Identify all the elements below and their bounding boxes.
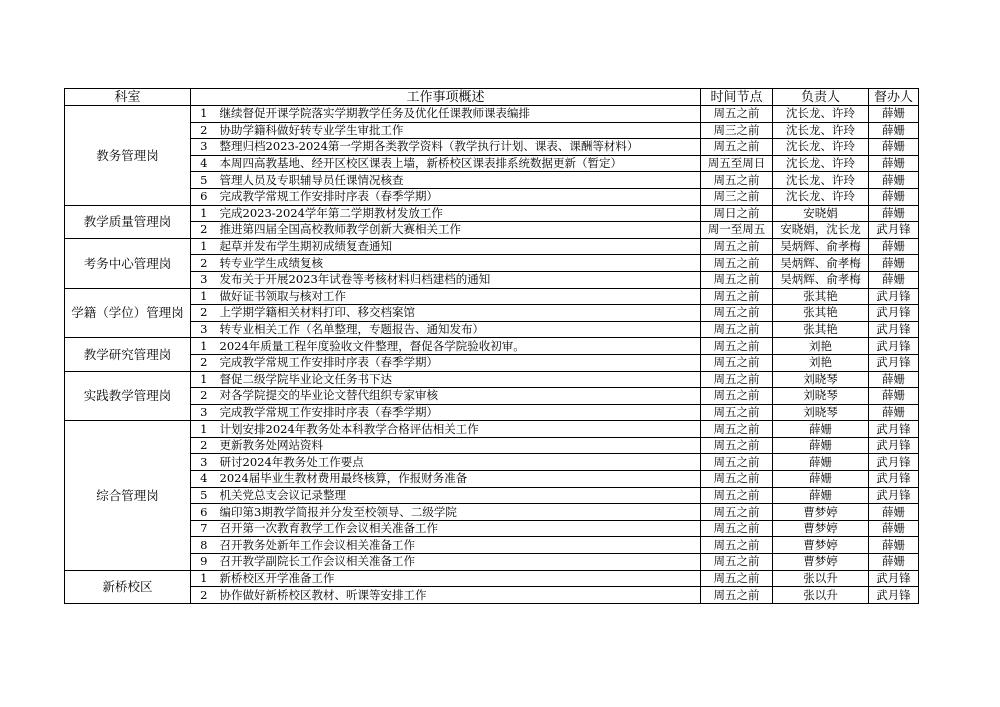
time-node: 周三之前 xyxy=(701,188,773,205)
supervisor-cell: 薛姗 xyxy=(869,139,919,156)
time-node: 周五之前 xyxy=(701,255,773,272)
table-row xyxy=(65,570,919,587)
row-number: 1 xyxy=(191,338,217,355)
table-row xyxy=(65,437,919,454)
time-node: 周五之前 xyxy=(701,570,773,587)
time-node: 周五之前 xyxy=(701,371,773,388)
row-number: 9 xyxy=(191,554,217,571)
owner-cell: 薛姗 xyxy=(773,471,869,488)
table-row xyxy=(65,288,919,305)
header-task: 工作事项概述 xyxy=(191,89,701,106)
time-node: 周五之前 xyxy=(701,172,773,189)
time-node: 周五之前 xyxy=(701,587,773,604)
owner-cell: 薛姗 xyxy=(773,437,869,454)
row-number: 4 xyxy=(191,155,217,172)
owner-cell: 薛姗 xyxy=(773,421,869,438)
owner-cell: 张以升 xyxy=(773,587,869,604)
supervisor-cell: 薛姗 xyxy=(869,388,919,405)
dept-cell: 教务管理岗 xyxy=(65,106,191,206)
task-description: 2024年质量工程年度验收文件整理，督促各学院验收初审。 xyxy=(217,338,701,355)
time-node: 周三之前 xyxy=(701,122,773,139)
supervisor-cell: 薛姗 xyxy=(869,537,919,554)
row-number: 1 xyxy=(191,238,217,255)
table-body xyxy=(65,106,919,604)
owner-cell: 张其艳 xyxy=(773,288,869,305)
owner-cell: 安晓娟 xyxy=(773,205,869,222)
supervisor-cell: 薛姗 xyxy=(869,504,919,521)
time-node: 周五之前 xyxy=(701,404,773,421)
supervisor-cell: 薛姗 xyxy=(869,404,919,421)
supervisor-cell: 武月锋 xyxy=(869,437,919,454)
table-row xyxy=(65,587,919,604)
owner-cell: 薛姗 xyxy=(773,487,869,504)
time-node: 周五之前 xyxy=(701,537,773,554)
task-description: 更新教务处网站资料 xyxy=(217,437,701,454)
task-description: 召开教学副院长工作会议相关准备工作 xyxy=(217,554,701,571)
supervisor-cell: 薛姗 xyxy=(869,172,919,189)
table-row xyxy=(65,554,919,571)
task-description: 完成2023-2024学年第二学期教材发放工作 xyxy=(217,205,701,222)
row-number: 2 xyxy=(191,305,217,322)
row-number: 1 xyxy=(191,421,217,438)
supervisor-cell: 薛姗 xyxy=(869,155,919,172)
header-owner: 负责人 xyxy=(773,89,869,106)
supervisor-cell: 薛姗 xyxy=(869,255,919,272)
table-row xyxy=(65,271,919,288)
dept-cell: 学籍（学位）管理岗 xyxy=(65,288,191,338)
task-description: 整理归档2023-2024第一学期各类教学资料（教学执行计划、课表、课酬等材料） xyxy=(217,139,701,156)
owner-cell: 沈长龙、许玲 xyxy=(773,139,869,156)
owner-cell: 沈长龙、许玲 xyxy=(773,106,869,123)
table-row xyxy=(65,172,919,189)
supervisor-cell: 薛姗 xyxy=(869,371,919,388)
supervisor-cell: 武月锋 xyxy=(869,421,919,438)
time-node: 周五之前 xyxy=(701,106,773,123)
time-node: 周一至周五 xyxy=(701,222,773,239)
owner-cell: 曹梦婷 xyxy=(773,554,869,571)
task-description: 对各学院提交的毕业论文替代组织专家审核 xyxy=(217,388,701,405)
row-number: 1 xyxy=(191,371,217,388)
time-node: 周五之前 xyxy=(701,554,773,571)
task-description: 召开第一次教育教学工作会议相关准备工作 xyxy=(217,520,701,537)
table-row xyxy=(65,520,919,537)
header-supervisor: 督办人 xyxy=(869,89,919,106)
task-description: 2024届毕业生教材费用最终核算，作报财务准备 xyxy=(217,471,701,488)
supervisor-cell: 薛姗 xyxy=(869,122,919,139)
time-node: 周五之前 xyxy=(701,139,773,156)
supervisor-cell: 武月锋 xyxy=(869,570,919,587)
dept-cell: 教学研究管理岗 xyxy=(65,338,191,371)
dept-cell: 实践教学管理岗 xyxy=(65,371,191,421)
row-number: 2 xyxy=(191,122,217,139)
owner-cell: 曹梦婷 xyxy=(773,537,869,554)
table-row xyxy=(65,354,919,371)
time-node: 周五至周日 xyxy=(701,155,773,172)
owner-cell: 刘晓琴 xyxy=(773,371,869,388)
table-row xyxy=(65,537,919,554)
table-row xyxy=(65,421,919,438)
owner-cell: 刘晓琴 xyxy=(773,404,869,421)
table-row xyxy=(65,371,919,388)
task-description: 推进第四届全国高校教师教学创新大赛相关工作 xyxy=(217,222,701,239)
task-description: 转专业相关工作（名单整理，专题报告、通知发布） xyxy=(217,321,701,338)
owner-cell: 吴炳辉、俞孝梅 xyxy=(773,255,869,272)
row-number: 6 xyxy=(191,188,217,205)
task-description: 计划安排2024年教务处本科教学合格评估相关工作 xyxy=(217,421,701,438)
owner-cell: 沈长龙、许玲 xyxy=(773,122,869,139)
header-row xyxy=(65,89,919,106)
time-node: 周五之前 xyxy=(701,504,773,521)
task-description: 管理人员及专职辅导员任课情况核查 xyxy=(217,172,701,189)
table-row xyxy=(65,139,919,156)
row-number: 1 xyxy=(191,570,217,587)
row-number: 4 xyxy=(191,471,217,488)
supervisor-cell: 武月锋 xyxy=(869,587,919,604)
task-description: 继续督促开课学院落实学期教学任务及优化任课教师课表编排 xyxy=(217,106,701,123)
owner-cell: 刘艳 xyxy=(773,338,869,355)
owner-cell: 张其艳 xyxy=(773,305,869,322)
table-row xyxy=(65,338,919,355)
table-row xyxy=(65,106,919,123)
supervisor-cell: 薛姗 xyxy=(869,238,919,255)
time-node: 周五之前 xyxy=(701,321,773,338)
supervisor-cell: 武月锋 xyxy=(869,305,919,322)
time-node: 周五之前 xyxy=(701,238,773,255)
row-number: 2 xyxy=(191,354,217,371)
time-node: 周五之前 xyxy=(701,454,773,471)
time-node: 周五之前 xyxy=(701,305,773,322)
time-node: 周五之前 xyxy=(701,471,773,488)
time-node: 周五之前 xyxy=(701,388,773,405)
task-description: 发布关于开展2023年试卷等考核材料归档建档的通知 xyxy=(217,271,701,288)
owner-cell: 曹梦婷 xyxy=(773,520,869,537)
owner-cell: 张以升 xyxy=(773,570,869,587)
time-node: 周日之前 xyxy=(701,205,773,222)
row-number: 8 xyxy=(191,537,217,554)
table-row xyxy=(65,222,919,239)
owner-cell: 刘晓琴 xyxy=(773,388,869,405)
time-node: 周五之前 xyxy=(701,437,773,454)
table-row xyxy=(65,388,919,405)
row-number: 5 xyxy=(191,172,217,189)
owner-cell: 吴炳辉、俞孝梅 xyxy=(773,238,869,255)
owner-cell: 沈长龙、许玲 xyxy=(773,172,869,189)
task-description: 督促二级学院毕业论文任务书下达 xyxy=(217,371,701,388)
row-number: 3 xyxy=(191,454,217,471)
table-row xyxy=(65,305,919,322)
task-description: 起草并发布学生期初成绩复查通知 xyxy=(217,238,701,255)
owner-cell: 曹梦婷 xyxy=(773,504,869,521)
supervisor-cell: 薛姗 xyxy=(869,271,919,288)
task-description: 完成教学常规工作安排时序表（春季学期） xyxy=(217,188,701,205)
supervisor-cell: 薛姗 xyxy=(869,205,919,222)
row-number: 1 xyxy=(191,106,217,123)
task-description: 上学期学籍相关材料打印、移交档案馆 xyxy=(217,305,701,322)
task-description: 完成教学常规工作安排时序表（春季学期） xyxy=(217,404,701,421)
time-node: 周五之前 xyxy=(701,421,773,438)
dept-cell: 考务中心管理岗 xyxy=(65,238,191,288)
dept-cell: 综合管理岗 xyxy=(65,421,191,570)
work-schedule-table xyxy=(64,88,919,604)
table-row xyxy=(65,188,919,205)
time-node: 周五之前 xyxy=(701,487,773,504)
table-row xyxy=(65,255,919,272)
time-node: 周五之前 xyxy=(701,338,773,355)
row-number: 2 xyxy=(191,255,217,272)
supervisor-cell: 武月锋 xyxy=(869,321,919,338)
supervisor-cell: 武月锋 xyxy=(869,454,919,471)
time-node: 周五之前 xyxy=(701,520,773,537)
task-description: 新桥校区开学准备工作 xyxy=(217,570,701,587)
dept-cell: 新桥校区 xyxy=(65,570,191,603)
task-description: 本周四高教基地、经开区校区课表上墙，新桥校区课表排系统数据更新（暂定） xyxy=(217,155,701,172)
supervisor-cell: 武月锋 xyxy=(869,471,919,488)
row-number: 7 xyxy=(191,520,217,537)
row-number: 5 xyxy=(191,487,217,504)
table-row xyxy=(65,454,919,471)
owner-cell: 张其艳 xyxy=(773,321,869,338)
owner-cell: 吴炳辉、俞孝梅 xyxy=(773,271,869,288)
row-number: 2 xyxy=(191,222,217,239)
table-row xyxy=(65,321,919,338)
time-node: 周五之前 xyxy=(701,288,773,305)
row-number: 6 xyxy=(191,504,217,521)
row-number: 1 xyxy=(191,205,217,222)
supervisor-cell: 武月锋 xyxy=(869,288,919,305)
table-row xyxy=(65,404,919,421)
time-node: 周五之前 xyxy=(701,271,773,288)
task-description: 机关党总支会议记录整理 xyxy=(217,487,701,504)
supervisor-cell: 武月锋 xyxy=(869,222,919,239)
row-number: 2 xyxy=(191,388,217,405)
dept-cell: 教学质量管理岗 xyxy=(65,205,191,238)
row-number: 3 xyxy=(191,321,217,338)
owner-cell: 沈长龙、许玲 xyxy=(773,155,869,172)
supervisor-cell: 薛姗 xyxy=(869,520,919,537)
time-node: 周五之前 xyxy=(701,354,773,371)
row-number: 1 xyxy=(191,288,217,305)
table-row xyxy=(65,487,919,504)
header-dept: 科室 xyxy=(65,89,191,106)
task-description: 召开教务处新年工作会议相关准备工作 xyxy=(217,537,701,554)
table-row xyxy=(65,471,919,488)
header-time: 时间节点 xyxy=(701,89,773,106)
task-description: 做好证书领取与核对工作 xyxy=(217,288,701,305)
owner-cell: 刘艳 xyxy=(773,354,869,371)
task-description: 研讨2024年教务处工作要点 xyxy=(217,454,701,471)
table-row xyxy=(65,238,919,255)
row-number: 3 xyxy=(191,404,217,421)
supervisor-cell: 武月锋 xyxy=(869,354,919,371)
owner-cell: 安晓娟，沈长龙 xyxy=(773,222,869,239)
row-number: 3 xyxy=(191,139,217,156)
supervisor-cell: 薛姗 xyxy=(869,188,919,205)
table-row xyxy=(65,504,919,521)
row-number: 3 xyxy=(191,271,217,288)
row-number: 2 xyxy=(191,437,217,454)
task-description: 编印第3期教学简报并分发至校领导、二级学院 xyxy=(217,504,701,521)
task-description: 完成教学常规工作安排时序表（春季学期） xyxy=(217,354,701,371)
supervisor-cell: 武月锋 xyxy=(869,487,919,504)
task-description: 协助学籍科做好转专业学生审批工作 xyxy=(217,122,701,139)
supervisor-cell: 武月锋 xyxy=(869,338,919,355)
task-description: 转专业学生成绩复核 xyxy=(217,255,701,272)
table-row xyxy=(65,205,919,222)
row-number: 2 xyxy=(191,587,217,604)
task-description: 协作做好新桥校区教材、听课等安排工作 xyxy=(217,587,701,604)
table-row xyxy=(65,122,919,139)
supervisor-cell: 薛姗 xyxy=(869,106,919,123)
supervisor-cell: 薛姗 xyxy=(869,554,919,571)
owner-cell: 沈长龙、许玲 xyxy=(773,188,869,205)
table-row xyxy=(65,155,919,172)
owner-cell: 薛姗 xyxy=(773,454,869,471)
